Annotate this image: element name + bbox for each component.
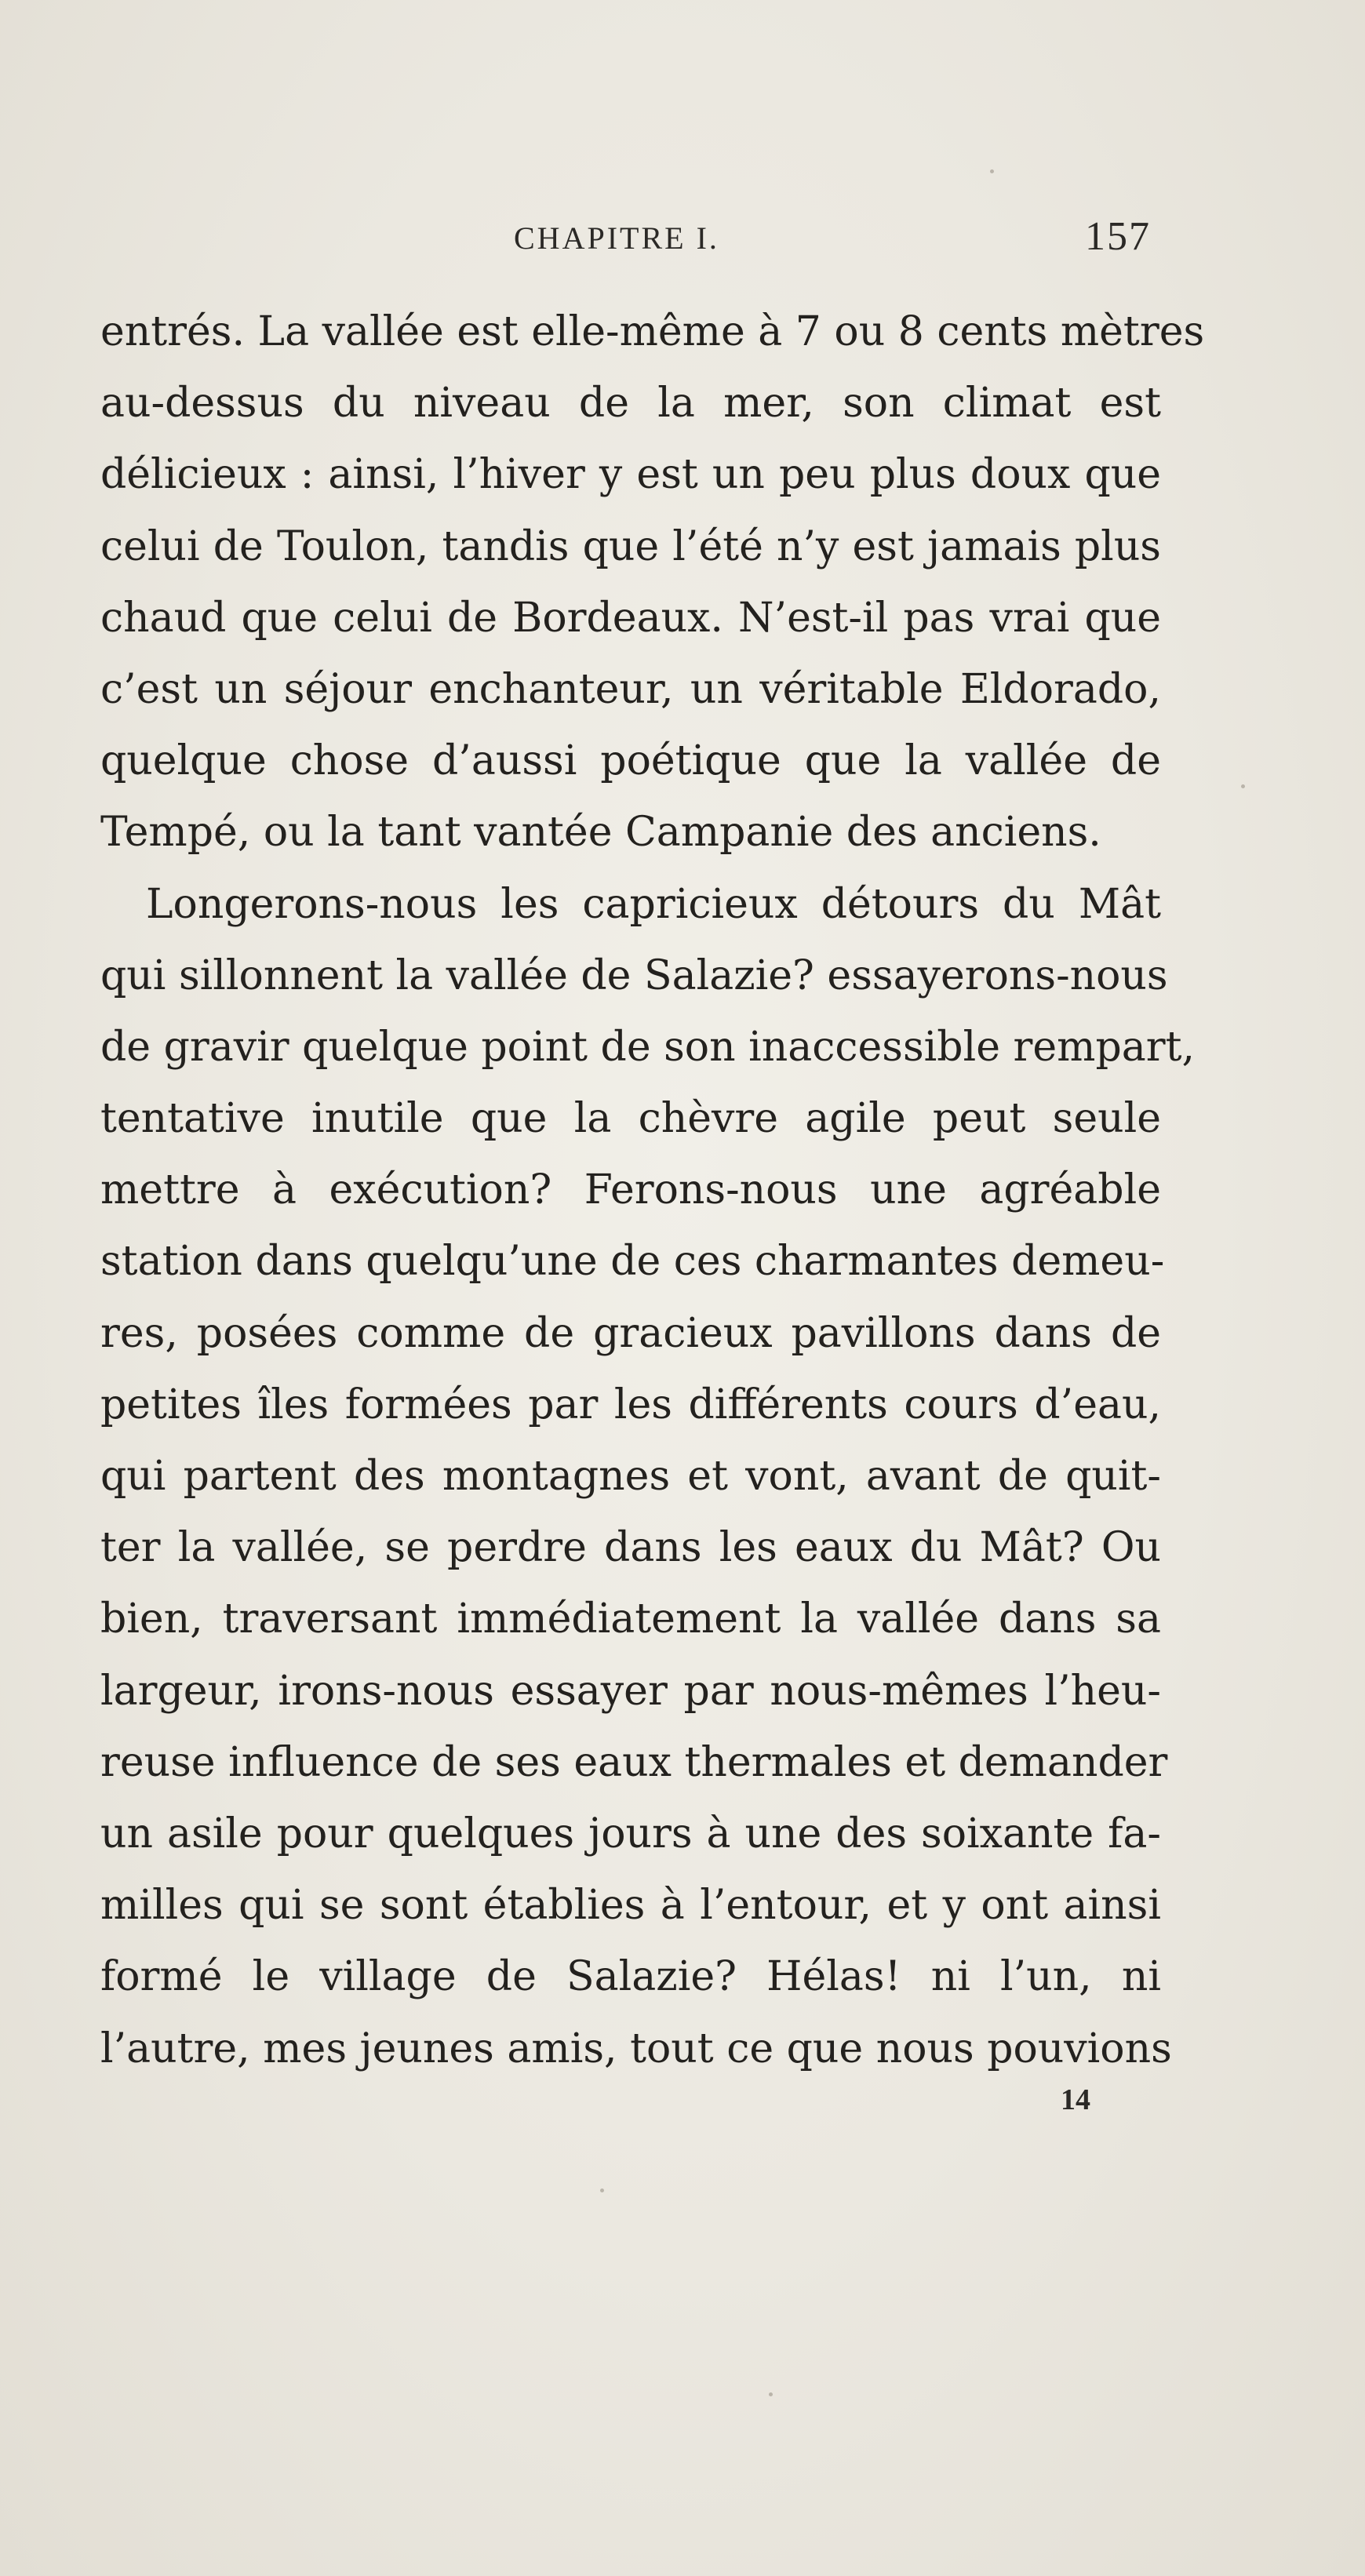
- paper-speck: [1241, 784, 1245, 788]
- text-line: res, posées comme de gracieux pavillons dans de: [100, 1309, 1161, 1357]
- chapter-heading: CHAPITRE I.: [514, 220, 719, 256]
- text-line: Longerons-nous les capricieux détours du Mât: [146, 880, 1161, 928]
- text-line: l’autre, mes jeunes amis, tout ce que nous pouvions: [100, 2025, 1172, 2072]
- body-text: [100, 297, 1205, 2085]
- text-line: délicieux : ainsi, l’hiver y est un peu plus doux que: [100, 451, 1161, 499]
- text-line: station dans quelqu’une de ces charmantes demeu-: [100, 1238, 1165, 1286]
- text-line: largeur, irons-nous essayer par nous-mêmes l’heu-: [100, 1667, 1161, 1715]
- text-line: milles qui se sont établies à l’entour, et y ont ainsi: [100, 1882, 1161, 1930]
- page-number: 157: [1085, 214, 1151, 259]
- running-head: [0, 214, 1365, 267]
- text-line: Tempé, ou la tant vantée Campanie des anciens.: [100, 809, 1101, 857]
- text-line: formé le village de Salazie? Hélas! ni l’un, ni: [100, 1953, 1161, 2001]
- text-line: reuse influence de ses eaux thermales et demander: [100, 1738, 1168, 1786]
- text-line: qui partent des montagnes et vont, avant de quit-: [100, 1453, 1161, 1500]
- text-line: quelque chose d’aussi poétique que la vallée de: [100, 737, 1161, 785]
- text-line: tentative inutile que la chèvre agile peut seule: [100, 1095, 1161, 1143]
- text-line: bien, traversant immédiatement la vallée dans sa: [100, 1595, 1161, 1643]
- signature-mark: 14: [1061, 2083, 1090, 2116]
- text-line: qui sillonnent la vallée de Salazie? essayerons-nous: [100, 951, 1168, 999]
- text-line: petites îles formées par les différents cours d’eau,: [100, 1381, 1161, 1428]
- text-line: de gravir quelque point de son inaccessible rempart,: [100, 1023, 1196, 1071]
- text-line: au-dessus du niveau de la mer, son climat est: [100, 380, 1161, 428]
- text-line: ter la vallée, se perdre dans les eaux du Mât? Ou: [100, 1524, 1161, 1572]
- text-line: chaud que celui de Bordeaux. N’est-il pas vrai que: [100, 594, 1161, 642]
- paper-speck: [600, 2189, 604, 2192]
- paper-speck: [769, 2392, 773, 2396]
- paper-speck: [990, 169, 994, 173]
- text-line: entrés. La vallée est elle-même à 7 ou 8 cents mètres: [100, 308, 1205, 355]
- text-line: celui de Toulon, tandis que l’été n’y est jamais plus: [100, 522, 1161, 570]
- text-line: un asile pour quelques jours à une des soixante fa-: [100, 1810, 1161, 1857]
- text-line: mettre à exécution? Ferons-nous une agréable: [100, 1166, 1161, 1214]
- text-line: c’est un séjour enchanteur, un véritable Eldorado,: [100, 665, 1161, 713]
